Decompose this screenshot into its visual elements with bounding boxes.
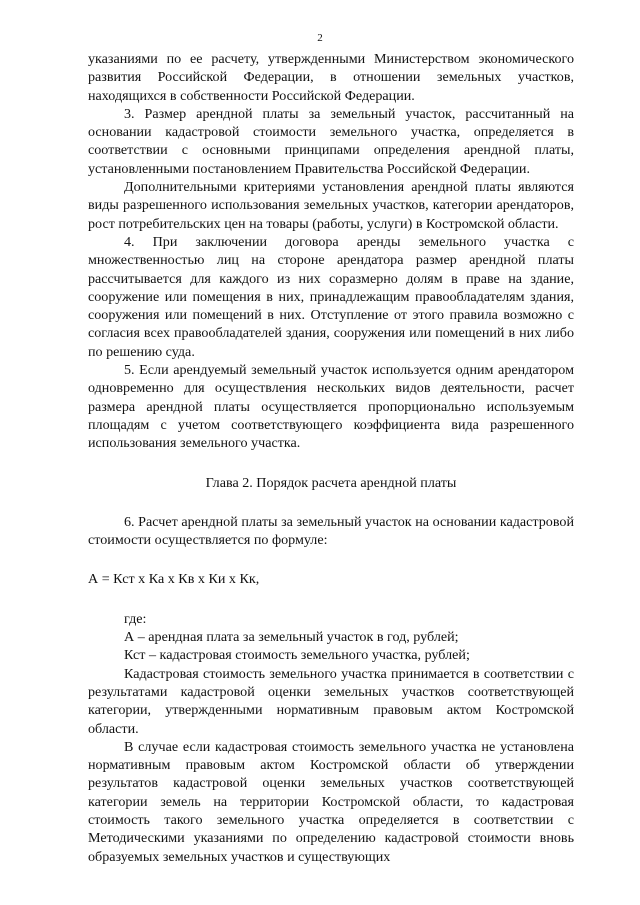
paragraph-3: 3. Размер арендной платы за земельный участок, рассчитанный на основании кадастровой стоимости земельного участка, определяется в соответствии с основными принципами определения арендной платы, установленными постановлением Правительства Российской Федерации. xyxy=(88,105,574,177)
paragraph-additional-criteria: Дополнительными критериями установления арендной платы являются виды разрешенного использования земельных участков, категории арендаторов, рост потребительских цен на товары (работы, услуги) в Костромской области. xyxy=(88,179,574,232)
paragraph-6: 6. Расчет арендной платы за земельный участок на основании кадастровой стоимости осуществляется по формуле: xyxy=(88,513,574,549)
paragraph-cadastral-value: Кадастровая стоимость земельного участка принимается в соответствии с результатами кадастровой оценки земельных участков соответствующей категории, утвержденными нормативным правовым актом Костромской области. xyxy=(88,665,574,737)
paragraph-continuation: указаниями по ее расчету, утвержденными Министерством экономического развития Российской Федерации, в отношении земельных участков, находящихся в собственности Российской Федерации. xyxy=(88,51,574,104)
chapter-heading: Глава 2. Порядок расчета арендной платы xyxy=(205,474,457,491)
paragraph-if-not-established: В случае если кадастровая стоимость земельного участка не установлена нормативным правовым актом Костромской области об утверждении результатов кадастровой оценки земельных участков соответствующей категории земель на территории Костромской области, то кадастровая стоимость такого земельного участка определяется в соответствии с Методическими указаниями по определению кадастровой стоимости вновь образуемых земельных участков и существующих xyxy=(88,738,574,865)
definition-a: А – арендная плата за земельный участок в год, рублей; xyxy=(124,629,459,646)
page-number: 2 xyxy=(317,32,323,44)
where-label: где: xyxy=(124,610,147,627)
definition-kst: Кст – кадастровая стоимость земельного участка, рублей; xyxy=(124,647,470,664)
paragraph-5: 5. Если арендуемый земельный участок используется одним арендатором одновременно для осуществления нескольких видов деятельности, расчет размера арендной платы осуществляется пропорционально используемым площадям с учетом соответствующего коэффициента вида разрешенного использования земельного участка. xyxy=(88,362,574,452)
paragraph-4: 4. При заключении договора аренды земельного участка с множественностью лиц на стороне арендатора размер арендной платы рассчитывается для каждого из них соразмерно долям в праве на здание, сооружение или помещения в них, принадлежащим правообладателям здания, сооружения или помещений в них. Отступление от этого правила возможно с согласия всех правообладателей здания, сооружения или помещений в них либо по решению суда. xyxy=(88,233,574,360)
document-body xyxy=(88,50,574,866)
formula: А = Кст х Ка х Кв х Ки х Кк, xyxy=(88,571,260,588)
